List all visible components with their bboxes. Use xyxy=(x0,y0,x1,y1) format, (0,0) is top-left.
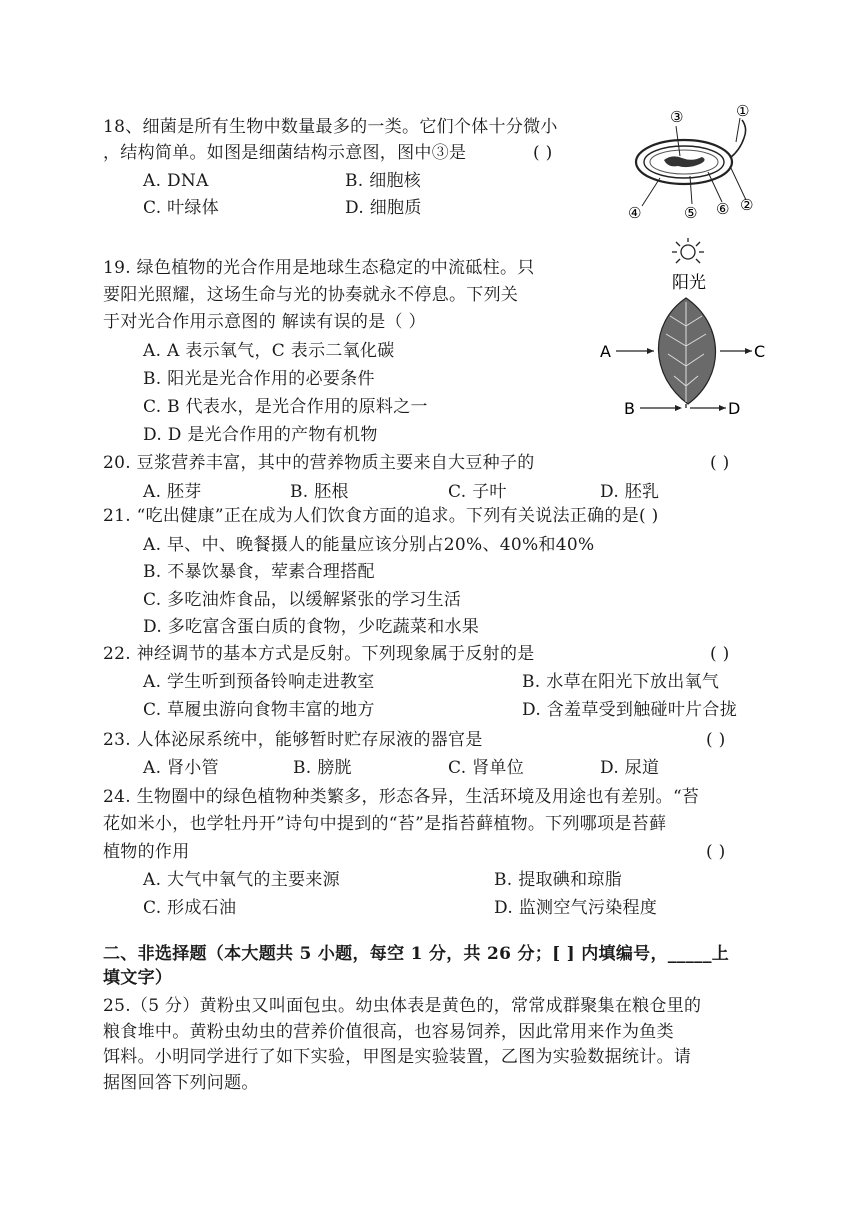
q25-text-line-2: 粮食堆中。黄粉虫幼虫的营养价值很高，也容易饲养，因此常用来作为鱼类 xyxy=(103,1022,674,1042)
figure-label-4: ④ xyxy=(628,204,642,222)
q18-option-b: B. 细胞核 xyxy=(345,171,422,191)
q20-option-a: A. 胚芽 xyxy=(143,482,202,502)
q22-stem: 22. 神经调节的基本方式是反射。下列现象属于反射的是 xyxy=(103,644,535,664)
q23-stem: 23. 人体泌尿系统中，能够暂时贮存尿液的器官是 xyxy=(103,730,483,750)
arrow-d-head xyxy=(719,405,726,411)
leaf-icon xyxy=(658,298,715,404)
figure-label-3: ③ xyxy=(670,108,684,126)
q20-answer-bracket: ( ) xyxy=(710,453,730,473)
q24-option-d: D. 监测空气污染程度 xyxy=(494,898,658,918)
q19-stem-line-3: 于对光合作用示意图的 解读有误的是（ ） xyxy=(103,312,426,332)
label-d: D xyxy=(728,399,741,418)
q20-option-d: D. 胚乳 xyxy=(600,482,660,502)
q19-stem-line-2: 要阳光照耀，这场生命与光的协奏就永不停息。下列关 xyxy=(103,285,519,305)
bacteria-flagellum xyxy=(730,120,746,158)
arrow-b-head xyxy=(675,405,682,411)
q23-option-a: A. 肾小管 xyxy=(143,758,219,778)
q18-stem-line-2: ，结构简单。如图是细菌结构示意图，图中③是 xyxy=(103,143,467,163)
q19-option-b: B. 阳光是光合作用的必要条件 xyxy=(143,369,375,389)
q25-text-line-1: 25.（5 分）黄粉虫又叫面包虫。幼虫体表是黄色的，常常成群聚集在粮仓里的 xyxy=(103,996,702,1016)
sunlight-label: 阳光 xyxy=(672,273,706,293)
q18-stem-line-1: 18、细菌是所有生物中数量最多的一类。它们个体十分微小 xyxy=(103,117,558,137)
q19-stem-line-1: 19. 绿色植物的光合作用是地球生态稳定的中流砥柱。只 xyxy=(103,258,535,278)
q22-option-d: D. 含羞草受到触碰叶片合拢 xyxy=(522,700,738,720)
pointer-line-5 xyxy=(690,176,692,204)
q24-stem-line-2: 花如米小，也学牡丹开”诗句中提到的“苔”是指苔藓植物。下列哪项是苔藓 xyxy=(103,814,667,834)
q23-option-c: C. 肾单位 xyxy=(448,758,525,778)
label-a: A xyxy=(600,342,611,361)
section-2-heading-line-1: 二、非选择题（本大题共 5 小题，每空 1 分，共 26 分；[ ] 内填编号，_____上 xyxy=(103,944,730,964)
q25-text-line-4: 据图回答下列问题。 xyxy=(103,1073,259,1093)
q22-option-c: C. 草履虫游向食物丰富的地方 xyxy=(143,700,375,720)
q18-option-d: D. 细胞质 xyxy=(345,198,422,218)
q21-option-d: D. 多吃富含蛋白质的食物，少吃蔬菜和水果 xyxy=(143,617,480,637)
q18-answer-bracket: ( ) xyxy=(533,143,553,163)
photosynthesis-figure xyxy=(596,236,776,426)
q22-option-a: A. 学生听到预备铃响走进教室 xyxy=(143,672,375,692)
q24-stem-line-1: 24. 生物圈中的绿色植物种类繁多，形态各异，生活环境及用途也有差别。“苔 xyxy=(103,787,700,807)
q21-option-b: B. 不暴饮暴食，荤素合理搭配 xyxy=(143,562,375,582)
q23-option-d: D. 尿道 xyxy=(600,758,660,778)
q18-option-c: C. 叶绿体 xyxy=(143,198,220,218)
q22-answer-bracket: ( ) xyxy=(710,644,730,664)
arrow-a-head xyxy=(647,348,654,354)
label-b: B xyxy=(624,399,635,418)
bacteria-dna-region xyxy=(664,156,705,167)
arrow-c-head xyxy=(745,348,752,354)
q24-stem-line-3: 植物的作用 xyxy=(103,842,190,862)
figure-label-6: ⑥ xyxy=(716,200,730,218)
q19-option-c: C. B 代表水，是光合作用的原料之一 xyxy=(143,397,428,417)
q20-stem: 20. 豆浆营养丰富，其中的营养物质主要来自大豆种子的 xyxy=(103,453,535,473)
q21-option-a: A. 早、中、晚餐摄人的能量应该分别占20%、40%和40% xyxy=(143,535,595,555)
bacteria-structure-figure xyxy=(612,104,772,224)
q24-option-a: A. 大气中氧气的主要来源 xyxy=(143,870,340,890)
figure-label-5: ⑤ xyxy=(684,204,698,222)
q24-answer-bracket: ( ) xyxy=(706,842,726,862)
q24-option-c: C. 形成石油 xyxy=(143,898,237,918)
section-2-heading-line-2: 填文字） xyxy=(103,968,173,988)
q19-option-a: A. A 表示氧气，C 表示二氧化碳 xyxy=(143,341,395,361)
q20-option-b: B. 胚根 xyxy=(290,482,349,502)
label-c: C xyxy=(754,342,766,361)
q21-stem: 21. “吃出健康”正在成为人们饮食方面的追求。下列有关说法正确的是( ) xyxy=(103,506,659,526)
q19-option-d: D. D 是光合作用的产物有机物 xyxy=(143,425,378,445)
pointer-line-2 xyxy=(730,166,746,200)
pointer-line-4 xyxy=(642,178,660,206)
q23-answer-bracket: ( ) xyxy=(706,730,726,750)
q18-option-a: A. DNA xyxy=(143,171,209,191)
q23-option-b: B. 膀胱 xyxy=(293,758,352,778)
q24-option-b: B. 提取碘和琼脂 xyxy=(494,870,622,890)
q25-text-line-3: 饵料。小明同学进行了如下实验，甲图是实验装置，乙图为实验数据统计。请 xyxy=(103,1047,692,1067)
figure-label-2: ② xyxy=(740,196,754,214)
q21-option-c: C. 多吃油炸食品，以缓解紧张的学习生活 xyxy=(143,590,462,610)
sun-icon xyxy=(672,238,704,263)
q22-option-b: B. 水草在阳光下放出氧气 xyxy=(522,672,720,692)
figure-label-1: ① xyxy=(736,104,750,120)
pointer-line-1 xyxy=(736,118,740,142)
q20-option-c: C. 子叶 xyxy=(448,482,507,502)
